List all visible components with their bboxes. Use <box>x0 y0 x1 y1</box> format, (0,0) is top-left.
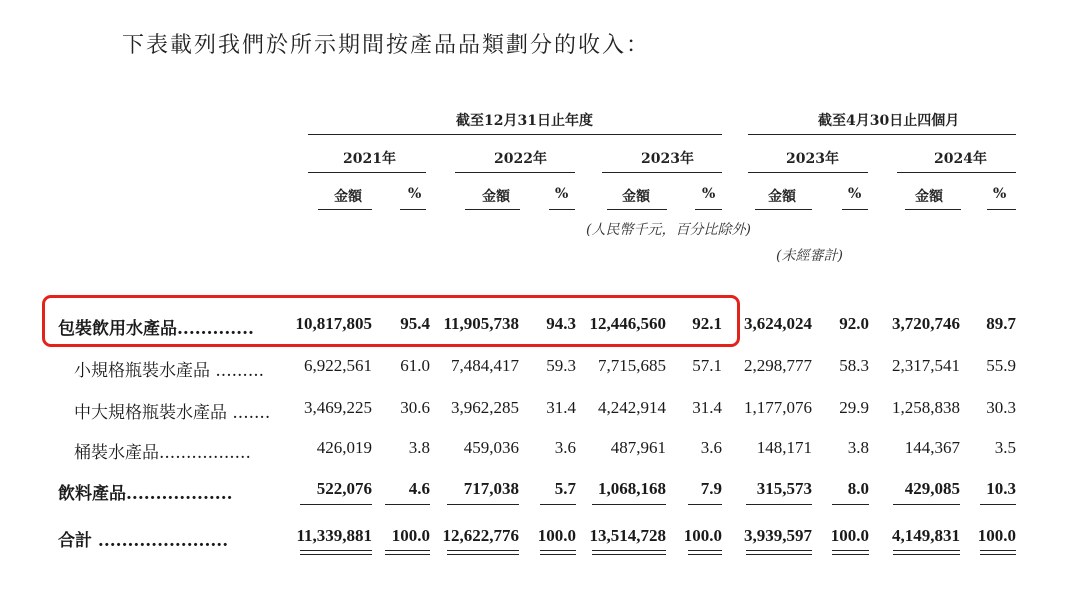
row-label-beverages: 飲料產品.................. <box>58 484 233 504</box>
total-double-rule <box>385 550 430 551</box>
cell-pct-2023-interim: 8.0 <box>847 479 869 498</box>
cell-pct-2024-interim: 55.9 <box>986 356 1016 375</box>
cell-amount-2022: 717,038 <box>463 479 519 498</box>
sub-rule <box>318 209 372 210</box>
cell-amount-2023: 1,068,168 <box>598 479 666 498</box>
total-double-rule <box>893 550 960 551</box>
total-double-rule <box>385 554 430 555</box>
cell-pct-2023: 31.4 <box>692 398 722 417</box>
total-double-rule <box>980 550 1016 551</box>
header-four-month-group: 截至4月30日止四個月 <box>818 113 960 129</box>
row-label-total: 合計 ...................... <box>58 531 229 551</box>
cell-pct-2021: 95.4 <box>400 314 430 333</box>
cell-amount-2021: 522,076 <box>316 479 372 498</box>
cell-pct-2023: 57.1 <box>692 356 722 375</box>
cell-pct-2024-interim: 30.3 <box>986 398 1016 417</box>
cell-pct-2021: 100.0 <box>391 526 430 545</box>
cell-amount-2023-interim: 315,573 <box>756 479 812 498</box>
cell-pct-2023: 100.0 <box>683 526 722 545</box>
cell-pct-2023-interim: 100.0 <box>830 526 869 545</box>
header-annual-rule <box>308 134 722 135</box>
subtotal-rule <box>688 504 722 505</box>
total-double-rule <box>980 554 1016 555</box>
cell-amount-2024-interim: 3,720,746 <box>892 314 960 333</box>
cell-pct-2023-interim: 3.8 <box>847 438 869 457</box>
header-amount: 金額 <box>482 189 510 205</box>
cell-pct-2021: 30.6 <box>400 398 430 417</box>
cell-pct-2022: 3.6 <box>554 438 576 457</box>
header-year-2024-interim: 2024年 <box>934 151 987 167</box>
year-rule-2021 <box>308 172 426 173</box>
cell-amount-2022: 7,484,417 <box>451 356 519 375</box>
cell-amount-2022: 12,622,776 <box>442 526 519 545</box>
year-rule-2022 <box>455 172 575 173</box>
cell-pct-2023-interim: 92.0 <box>839 314 869 333</box>
header-pct: % <box>408 186 422 202</box>
header-pct: % <box>702 186 716 202</box>
cell-amount-2023-interim: 1,177,076 <box>744 398 812 417</box>
header-annual-group: 截至12月31日止年度 <box>456 113 593 129</box>
total-double-rule <box>893 554 960 555</box>
cell-amount-2022: 11,905,738 <box>443 314 519 333</box>
sub-rule <box>842 209 868 210</box>
cell-pct-2024-interim: 89.7 <box>986 314 1016 333</box>
cell-amount-2023: 13,514,728 <box>589 526 666 545</box>
cell-pct-2022: 94.3 <box>546 314 576 333</box>
intro-text: 下表載列我們於所示期間按產品品類劃分的收入： <box>122 33 651 58</box>
sub-rule <box>465 209 520 210</box>
header-amount: 金額 <box>622 189 650 205</box>
cell-amount-2021: 10,817,805 <box>295 314 372 333</box>
header-amount: 金額 <box>768 189 796 205</box>
total-double-rule <box>300 554 372 555</box>
cell-pct-2023: 3.6 <box>700 438 722 457</box>
header-year-2023: 2023年 <box>641 151 694 167</box>
total-double-rule <box>746 550 812 551</box>
cell-amount-2023-interim: 148,171 <box>756 438 812 457</box>
cell-pct-2022: 59.3 <box>546 356 576 375</box>
cell-amount-2022: 3,962,285 <box>451 398 519 417</box>
row-label-large-bottled-water: 中大規格瓶裝水產品 ....... <box>74 403 271 423</box>
total-double-rule <box>832 554 869 555</box>
subtotal-rule <box>832 504 869 505</box>
cell-pct-2022: 5.7 <box>554 479 576 498</box>
cell-pct-2022: 100.0 <box>537 526 576 545</box>
cell-amount-2023: 4,242,914 <box>598 398 666 417</box>
cell-amount-2024-interim: 144,367 <box>904 438 960 457</box>
row-label-small-bottled-water: 小規格瓶裝水產品 ......... <box>74 361 265 381</box>
cell-pct-2022: 31.4 <box>546 398 576 417</box>
header-pct: % <box>555 186 569 202</box>
cell-amount-2024-interim: 1,258,838 <box>892 398 960 417</box>
cell-amount-2023-interim: 3,939,597 <box>744 526 812 545</box>
cell-pct-2021: 61.0 <box>400 356 430 375</box>
total-double-rule <box>540 550 576 551</box>
cell-pct-2023: 92.1 <box>692 314 722 333</box>
cell-amount-2023: 487,961 <box>610 438 666 457</box>
cell-amount-2024-interim: 2,317,541 <box>892 356 960 375</box>
cell-amount-2024-interim: 429,085 <box>904 479 960 498</box>
year-rule-2023 <box>602 172 722 173</box>
subtotal-rule <box>746 504 812 505</box>
cell-pct-2024-interim: 100.0 <box>977 526 1016 545</box>
total-double-rule <box>688 554 722 555</box>
cell-amount-2021: 6,922,561 <box>304 356 372 375</box>
sub-rule <box>607 209 667 210</box>
subtotal-rule <box>893 504 960 505</box>
header-year-2023-interim: 2023年 <box>786 151 839 167</box>
year-rule-2024-interim <box>897 172 1016 173</box>
cell-amount-2023: 7,715,685 <box>598 356 666 375</box>
header-amount: 金額 <box>334 189 362 205</box>
subtotal-rule <box>385 504 430 505</box>
subtotal-rule <box>300 504 372 505</box>
total-double-rule <box>688 550 722 551</box>
header-pct: % <box>848 186 862 202</box>
unaudited-note: (未經審計) <box>776 248 843 264</box>
cell-pct-2021: 4.6 <box>408 479 430 498</box>
total-double-rule <box>447 554 519 555</box>
year-rule-2023-interim <box>748 172 868 173</box>
cell-amount-2024-interim: 4,149,831 <box>892 526 960 545</box>
sub-rule <box>905 209 961 210</box>
sub-rule <box>400 209 426 210</box>
cell-pct-2024-interim: 10.3 <box>986 479 1016 498</box>
subtotal-rule <box>540 504 576 505</box>
cell-amount-2023-interim: 3,624,024 <box>744 314 812 333</box>
sub-rule <box>987 209 1016 210</box>
total-double-rule <box>300 550 372 551</box>
total-double-rule <box>746 554 812 555</box>
sub-rule <box>755 209 812 210</box>
subtotal-rule <box>592 504 666 505</box>
header-amount: 金額 <box>915 189 943 205</box>
total-double-rule <box>832 550 869 551</box>
cell-pct-2024-interim: 3.5 <box>994 438 1016 457</box>
total-double-rule <box>592 554 666 555</box>
cell-pct-2023-interim: 29.9 <box>839 398 869 417</box>
header-year-2021: 2021年 <box>343 151 396 167</box>
cell-pct-2021: 3.8 <box>408 438 430 457</box>
cell-amount-2021: 11,339,881 <box>296 526 372 545</box>
cell-amount-2022: 459,036 <box>463 438 519 457</box>
row-label-barrel-water: 桶裝水產品................. <box>74 443 251 463</box>
cell-amount-2023-interim: 2,298,777 <box>744 356 812 375</box>
header-year-2022: 2022年 <box>494 151 547 167</box>
subtotal-rule <box>447 504 519 505</box>
total-double-rule <box>540 554 576 555</box>
cell-amount-2021: 426,019 <box>316 438 372 457</box>
total-double-rule <box>592 550 666 551</box>
cell-pct-2023: 7.9 <box>700 479 722 498</box>
header-pct: % <box>993 186 1007 202</box>
cell-amount-2021: 3,469,225 <box>304 398 372 417</box>
sub-rule <box>695 209 722 210</box>
currency-note: (人民幣千元，百分比除外) <box>586 222 751 238</box>
subtotal-rule <box>980 504 1016 505</box>
sub-rule <box>549 209 575 210</box>
row-label-packaged-water: 包裝飲用水產品............. <box>58 319 254 339</box>
total-double-rule <box>447 550 519 551</box>
cell-pct-2023-interim: 58.3 <box>839 356 869 375</box>
cell-amount-2023: 12,446,560 <box>589 314 666 333</box>
header-four-month-rule <box>748 134 1016 135</box>
